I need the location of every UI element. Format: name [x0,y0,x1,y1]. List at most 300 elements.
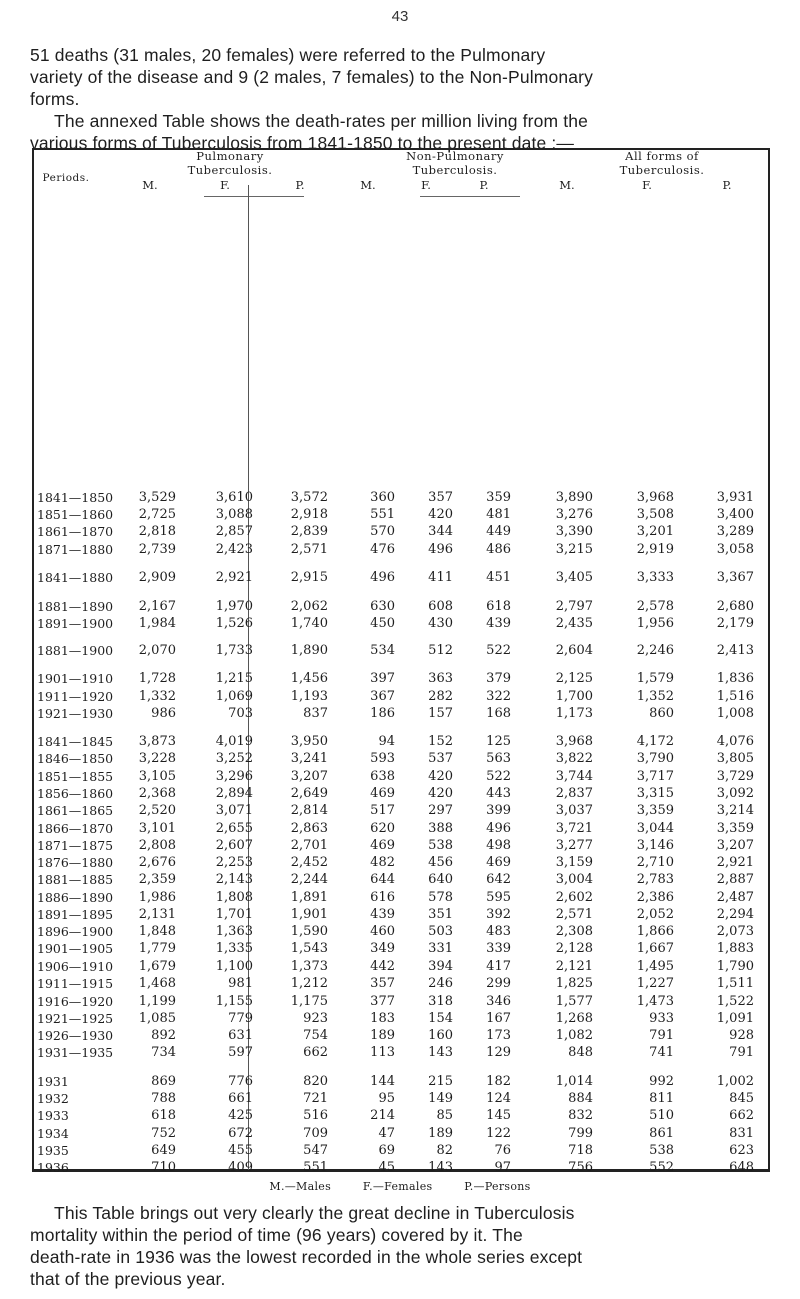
cell-pulm-male: 752 [151,1126,176,1141]
table-row [34,769,768,785]
cell-pulm-persons: 2,814 [290,803,328,818]
table-row [34,786,768,802]
cell-all-male: 1,082 [555,1028,593,1043]
cell-nonpulm-persons: 449 [486,524,511,539]
cell-all-persons: 3,058 [716,542,754,557]
cell-nonpulm-persons: 299 [486,976,511,991]
intro-line: 51 deaths (31 males, 20 females) were referred to the Pulmonary [30,45,546,65]
cell-nonpulm-persons: 122 [486,1126,511,1141]
cell-period: 1935 [37,1143,69,1158]
cell-period: 1881—1900 [37,643,114,658]
cell-all-female: 3,333 [636,570,674,585]
cell-all-male: 718 [568,1143,593,1158]
table-row [34,1011,768,1027]
cell-pulm-female: 1,215 [215,671,253,686]
cell-pulm-male: 1,199 [138,994,176,1009]
cell-nonpulm-male: 349 [370,941,395,956]
cell-all-male: 1,268 [555,1011,593,1026]
cell-all-persons: 3,359 [716,821,754,836]
cell-pulm-male: 2,070 [138,643,176,658]
cell-pulm-female: 1,808 [215,890,253,905]
cell-pulm-persons: 3,241 [290,751,328,766]
cell-nonpulm-male: 367 [370,689,395,704]
cell-all-persons: 1,516 [716,689,754,704]
cell-pulm-persons: 2,244 [290,872,328,887]
cell-nonpulm-female: 149 [428,1091,453,1106]
cell-period: 1856—1860 [37,786,114,801]
cell-period: 1841—1850 [37,490,114,505]
cell-pulm-persons: 3,950 [290,734,328,749]
outro-line: This Table brings out very clearly the great decline in Tuberculosis [54,1203,575,1223]
cell-period: 1881—1890 [37,599,114,614]
cell-pulm-persons: 1,212 [290,976,328,991]
cell-pulm-male: 2,818 [138,524,176,539]
cell-pulm-female: 2,253 [215,855,253,870]
cell-pulm-female: 425 [228,1108,253,1123]
cell-nonpulm-female: 537 [428,751,453,766]
cell-pulm-male: 649 [151,1143,176,1158]
cell-period: 1932 [37,1091,69,1106]
cell-nonpulm-male: 94 [378,734,395,749]
table-row [34,855,768,871]
non-pulmonary-header-line1: Non-Pulmonary [406,149,504,163]
non-pulmonary-group-header [375,149,535,177]
cell-all-persons: 2,921 [716,855,754,870]
cell-nonpulm-persons: 125 [486,734,511,749]
cell-nonpulm-persons: 173 [486,1028,511,1043]
cell-nonpulm-male: 214 [370,1108,395,1123]
cell-nonpulm-male: 186 [370,706,395,721]
cell-pulm-female: 4,019 [215,734,253,749]
cell-all-female: 3,359 [636,803,674,818]
cell-nonpulm-persons: 417 [486,959,511,974]
cell-nonpulm-female: 154 [428,1011,453,1026]
table-row [34,1045,768,1061]
cell-pulm-female: 3,088 [215,507,253,522]
cell-nonpulm-female: 215 [428,1074,453,1089]
cell-pulm-female: 779 [228,1011,253,1026]
cell-pulm-female: 2,655 [215,821,253,836]
cell-nonpulm-male: 460 [370,924,395,939]
cell-nonpulm-persons: 595 [486,890,511,905]
cell-nonpulm-persons: 379 [486,671,511,686]
cell-pulm-female: 455 [228,1143,253,1158]
cell-pulm-female: 2,857 [215,524,253,539]
cell-nonpulm-persons: 443 [486,786,511,801]
cell-pulm-female: 2,143 [215,872,253,887]
cell-all-male: 756 [568,1160,593,1175]
table-row [34,570,768,586]
cell-pulm-female: 1,335 [215,941,253,956]
cell-nonpulm-female: 512 [428,643,453,658]
cell-all-persons: 1,511 [716,976,754,991]
outro-line: that of the previous year. [30,1269,226,1289]
cell-nonpulm-male: 638 [370,769,395,784]
cell-pulm-persons: 2,863 [290,821,328,836]
cell-nonpulm-persons: 483 [486,924,511,939]
cell-pulm-female: 2,894 [215,786,253,801]
cell-all-persons: 1,522 [716,994,754,1009]
cell-all-female: 2,783 [636,872,674,887]
cell-all-persons: 4,076 [716,734,754,749]
cell-pulm-female: 2,423 [215,542,253,557]
cell-nonpulm-male: 144 [370,1074,395,1089]
pulmonary-header-line1: Pulmonary [196,149,264,163]
cell-all-female: 1,495 [636,959,674,974]
cell-pulm-persons: 1,175 [290,994,328,1009]
cell-pulm-female: 2,921 [215,570,253,585]
cell-all-female: 552 [649,1160,674,1175]
cell-pulm-male: 2,808 [138,838,176,853]
all-forms-header-line1: All forms of [625,149,699,163]
cell-nonpulm-female: 394 [428,959,453,974]
cell-all-persons: 3,092 [716,786,754,801]
cell-pulm-male: 2,739 [138,542,176,557]
cell-all-persons: 3,931 [716,490,754,505]
table-row [34,1108,768,1124]
cell-pulm-persons: 754 [303,1028,328,1043]
cell-nonpulm-persons: 439 [486,616,511,631]
cell-pulm-female: 3,071 [215,803,253,818]
cell-nonpulm-female: 82 [436,1143,453,1158]
cell-pulm-male: 3,529 [138,490,176,505]
intro-line: variety of the disease and 9 (2 males, 7 females) to the Non-Pulmonary [30,67,593,87]
cell-all-persons: 1,002 [716,1074,754,1089]
cell-all-persons: 3,367 [716,570,754,585]
table-legend [0,1180,800,1193]
header-underline [420,196,520,197]
cell-pulm-persons: 2,571 [290,542,328,557]
table-row [34,1074,768,1090]
cell-nonpulm-male: 469 [370,786,395,801]
cell-all-female: 2,710 [636,855,674,870]
cell-pulm-male: 986 [151,706,176,721]
cell-all-persons: 791 [729,1045,754,1060]
cell-pulm-persons: 1,543 [290,941,328,956]
cell-period: 1936 [37,1160,69,1175]
subheader-pulm-m: M. [142,178,158,192]
cell-pulm-persons: 3,207 [290,769,328,784]
cell-all-persons: 3,729 [716,769,754,784]
legend-persons: P.—Persons [464,1180,531,1193]
cell-nonpulm-male: 439 [370,907,395,922]
cell-period: 1926—1930 [37,1028,114,1043]
outro-line: mortality within the period of time (96 years) covered by it. The [30,1225,523,1245]
cell-period: 1886—1890 [37,890,114,905]
cell-nonpulm-female: 85 [436,1108,453,1123]
cell-all-male: 884 [568,1091,593,1106]
cell-all-male: 1,577 [555,994,593,1009]
cell-all-female: 1,956 [636,616,674,631]
cell-pulm-persons: 1,740 [290,616,328,631]
table-row [34,872,768,888]
cell-period: 1906—1910 [37,959,114,974]
cell-all-persons: 2,413 [716,643,754,658]
pulmonary-group-header [150,149,310,177]
table-row [34,890,768,906]
cell-all-female: 2,919 [636,542,674,557]
cell-period: 1851—1855 [37,769,114,784]
table-row [34,1028,768,1044]
cell-all-female: 811 [649,1091,674,1106]
cell-all-male: 2,797 [555,599,593,614]
cell-pulm-male: 710 [151,1160,176,1175]
table-row [34,524,768,540]
cell-nonpulm-persons: 522 [486,643,511,658]
subheader-nonpulm-m: M. [360,178,376,192]
cell-all-persons: 845 [729,1091,754,1106]
cell-pulm-persons: 2,452 [290,855,328,870]
cell-all-male: 1,825 [555,976,593,991]
table-row [34,803,768,819]
cell-pulm-persons: 2,918 [290,507,328,522]
cell-nonpulm-male: 189 [370,1028,395,1043]
cell-nonpulm-male: 476 [370,542,395,557]
cell-all-persons: 2,680 [716,599,754,614]
table-row [34,959,768,975]
cell-nonpulm-female: 420 [428,769,453,784]
all-forms-group-header [582,149,742,177]
cell-pulm-persons: 551 [303,1160,328,1175]
table-row [34,616,768,632]
cell-nonpulm-persons: 486 [486,542,511,557]
cell-all-persons: 2,179 [716,616,754,631]
cell-nonpulm-female: 189 [428,1126,453,1141]
cell-nonpulm-persons: 76 [494,1143,511,1158]
cell-period: 1896—1900 [37,924,114,939]
cell-pulm-female: 1,155 [215,994,253,1009]
cell-period: 1921—1930 [37,706,114,721]
cell-nonpulm-persons: 522 [486,769,511,784]
cell-nonpulm-persons: 339 [486,941,511,956]
cell-period: 1841—1880 [37,570,114,585]
cell-all-female: 2,386 [636,890,674,905]
cell-all-female: 791 [649,1028,674,1043]
cell-nonpulm-persons: 124 [486,1091,511,1106]
cell-all-male: 1,014 [555,1074,593,1089]
cell-all-persons: 1,790 [716,959,754,974]
cell-pulm-male: 1,728 [138,671,176,686]
cell-pulm-persons: 547 [303,1143,328,1158]
cell-nonpulm-female: 496 [428,542,453,557]
cell-pulm-female: 981 [228,976,253,991]
cell-nonpulm-male: 450 [370,616,395,631]
cell-all-persons: 3,214 [716,803,754,818]
table-row [34,643,768,659]
cell-all-persons: 648 [729,1160,754,1175]
cell-pulm-male: 2,167 [138,599,176,614]
cell-pulm-persons: 662 [303,1045,328,1060]
outro-line: death-rate in 1936 was the lowest recorded in the whole series except [30,1247,583,1267]
cell-nonpulm-male: 377 [370,994,395,1009]
cell-nonpulm-female: 318 [428,994,453,1009]
cell-all-male: 3,277 [555,838,593,853]
cell-all-persons: 623 [729,1143,754,1158]
cell-all-female: 2,052 [636,907,674,922]
cell-all-female: 510 [649,1108,674,1123]
cell-pulm-persons: 2,701 [290,838,328,853]
cell-all-male: 1,173 [555,706,593,721]
cell-nonpulm-persons: 97 [494,1160,511,1175]
cell-all-female: 860 [649,706,674,721]
cell-nonpulm-female: 344 [428,524,453,539]
cell-nonpulm-persons: 451 [486,570,511,585]
cell-pulm-female: 1,526 [215,616,253,631]
cell-all-persons: 1,836 [716,671,754,686]
cell-all-male: 2,602 [555,890,593,905]
cell-pulm-female: 1,701 [215,907,253,922]
cell-pulm-male: 1,848 [138,924,176,939]
cell-period: 1866—1870 [37,821,114,836]
cell-pulm-female: 2,607 [215,838,253,853]
cell-all-male: 2,435 [555,616,593,631]
cell-pulm-persons: 3,572 [290,490,328,505]
cell-nonpulm-male: 551 [370,507,395,522]
cell-pulm-female: 3,610 [215,490,253,505]
cell-nonpulm-female: 411 [428,570,453,585]
cell-nonpulm-male: 360 [370,490,395,505]
cell-pulm-male: 2,909 [138,570,176,585]
cell-pulm-male: 2,131 [138,907,176,922]
cell-nonpulm-male: 534 [370,643,395,658]
cell-pulm-persons: 837 [303,706,328,721]
cell-nonpulm-female: 578 [428,890,453,905]
subheader-all-f: F. [642,178,652,192]
cell-nonpulm-female: 640 [428,872,453,887]
cell-pulm-female: 409 [228,1160,253,1175]
cell-all-female: 3,315 [636,786,674,801]
cell-pulm-female: 661 [228,1091,253,1106]
cell-pulm-male: 1,332 [138,689,176,704]
cell-all-female: 2,246 [636,643,674,658]
cell-pulm-female: 631 [228,1028,253,1043]
cell-period: 1901—1905 [37,941,114,956]
table-row [34,941,768,957]
intro-paragraph [30,44,770,154]
cell-pulm-male: 2,359 [138,872,176,887]
cell-pulm-male: 788 [151,1091,176,1106]
cell-nonpulm-persons: 469 [486,855,511,870]
cell-all-male: 2,837 [555,786,593,801]
cell-pulm-persons: 1,373 [290,959,328,974]
cell-pulm-male: 3,101 [138,821,176,836]
cell-all-female: 1,227 [636,976,674,991]
cell-all-female: 1,352 [636,689,674,704]
cell-all-persons: 831 [729,1126,754,1141]
header-underline [204,196,304,197]
cell-pulm-persons: 2,649 [290,786,328,801]
non-pulmonary-header-line2: Tuberculosis. [412,163,498,177]
cell-pulm-male: 3,105 [138,769,176,784]
cell-nonpulm-persons: 322 [486,689,511,704]
cell-all-persons: 2,887 [716,872,754,887]
cell-pulm-female: 1,363 [215,924,253,939]
cell-pulm-persons: 1,590 [290,924,328,939]
cell-pulm-persons: 1,901 [290,907,328,922]
cell-nonpulm-persons: 346 [486,994,511,1009]
cell-pulm-female: 776 [228,1074,253,1089]
legend-males: M.—Males [269,1180,332,1193]
cell-nonpulm-persons: 167 [486,1011,511,1026]
table-row [34,671,768,687]
cell-pulm-male: 1,779 [138,941,176,956]
cell-nonpulm-female: 538 [428,838,453,853]
cell-nonpulm-male: 469 [370,838,395,853]
cell-nonpulm-female: 331 [428,941,453,956]
table-row [34,1091,768,1107]
subheader-pulm-f: F. [220,178,230,192]
cell-nonpulm-male: 644 [370,872,395,887]
cell-nonpulm-persons: 496 [486,821,511,836]
cell-all-female: 3,044 [636,821,674,836]
cell-all-male: 3,405 [555,570,593,585]
pulmonary-header-line2: Tuberculosis. [187,163,273,177]
cell-nonpulm-female: 420 [428,786,453,801]
table-row [34,689,768,705]
page-number: 43 [391,8,409,25]
cell-period: 1891—1895 [37,907,114,922]
cell-period: 1931—1935 [37,1045,114,1060]
cell-pulm-female: 1,100 [215,959,253,974]
cell-pulm-male: 3,873 [138,734,176,749]
cell-all-female: 1,667 [636,941,674,956]
cell-nonpulm-female: 297 [428,803,453,818]
cell-pulm-persons: 2,915 [290,570,328,585]
cell-nonpulm-male: 113 [370,1045,395,1060]
cell-pulm-persons: 721 [303,1091,328,1106]
cell-nonpulm-female: 152 [428,734,453,749]
cell-nonpulm-female: 608 [428,599,453,614]
table-row [34,838,768,854]
cell-nonpulm-female: 351 [428,907,453,922]
cell-pulm-female: 1,970 [215,599,253,614]
table-row [34,907,768,923]
table-row [34,821,768,837]
cell-all-male: 2,604 [555,643,593,658]
cell-nonpulm-male: 357 [370,976,395,991]
table-row [34,490,768,506]
cell-all-male: 3,721 [555,821,593,836]
cell-pulm-male: 1,085 [138,1011,176,1026]
cell-all-persons: 3,289 [716,524,754,539]
cell-pulm-male: 618 [151,1108,176,1123]
cell-nonpulm-female: 430 [428,616,453,631]
cell-nonpulm-male: 69 [378,1143,395,1158]
cell-nonpulm-male: 95 [378,1091,395,1106]
periods-header: Periods. [42,172,90,184]
cell-nonpulm-female: 420 [428,507,453,522]
cell-nonpulm-persons: 182 [486,1074,511,1089]
cell-pulm-female: 672 [228,1126,253,1141]
cell-all-male: 3,276 [555,507,593,522]
cell-pulm-female: 1,733 [215,643,253,658]
cell-all-male: 2,121 [555,959,593,974]
cell-nonpulm-female: 246 [428,976,453,991]
cell-pulm-male: 2,520 [138,803,176,818]
cell-all-persons: 2,073 [716,924,754,939]
cell-all-female: 3,968 [636,490,674,505]
cell-nonpulm-persons: 399 [486,803,511,818]
cell-period: 1911—1920 [37,689,114,704]
cell-pulm-persons: 2,839 [290,524,328,539]
cell-period: 1881—1885 [37,872,114,887]
cell-all-persons: 2,294 [716,907,754,922]
cell-all-persons: 928 [729,1028,754,1043]
cell-nonpulm-persons: 168 [486,706,511,721]
cell-all-persons: 3,805 [716,751,754,766]
cell-period: 1841—1845 [37,734,114,749]
cell-nonpulm-female: 357 [428,490,453,505]
